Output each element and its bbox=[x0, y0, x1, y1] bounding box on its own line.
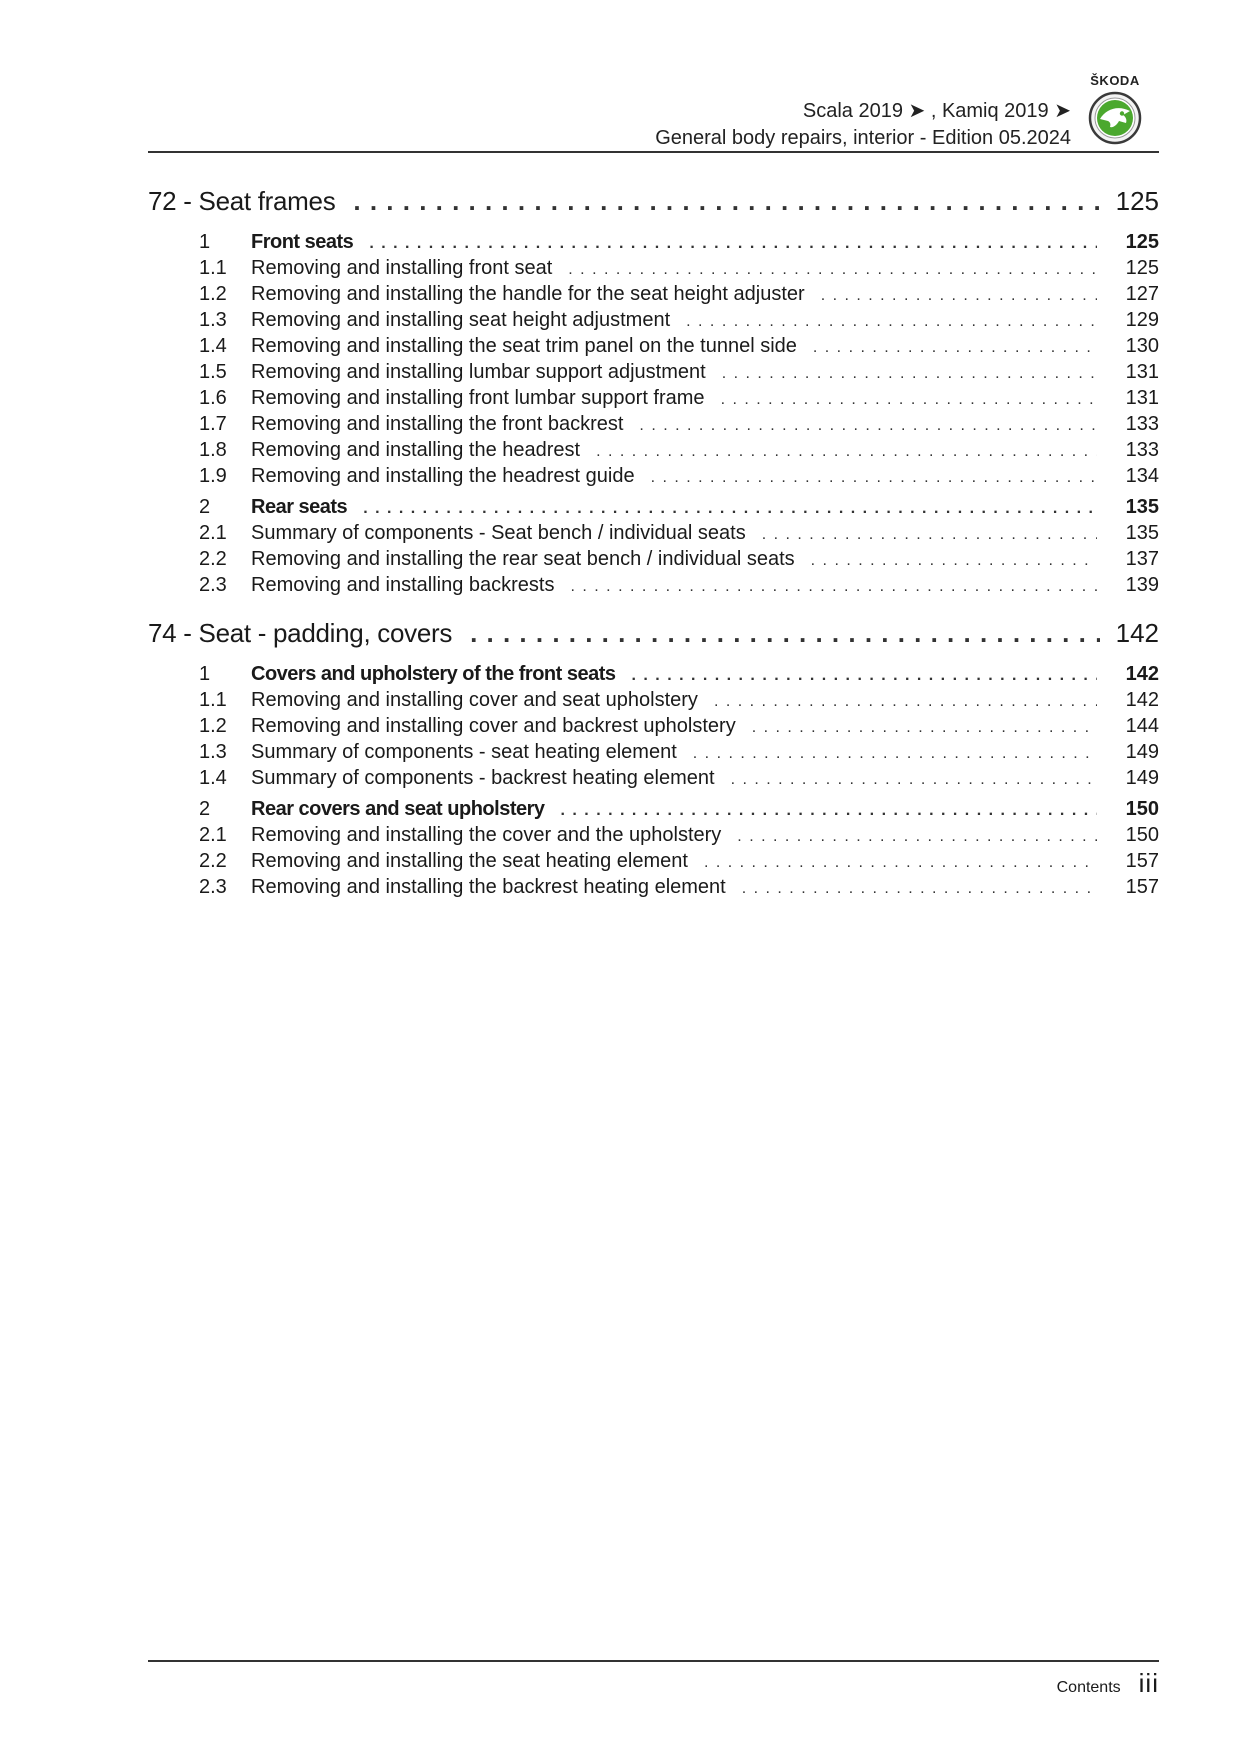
entry-page: 149 bbox=[1125, 767, 1159, 789]
entry-number: 1.2 bbox=[199, 283, 227, 305]
toc-entry[interactable] bbox=[148, 548, 1159, 574]
leader-dots bbox=[639, 417, 1097, 435]
entry-page: 157 bbox=[1125, 850, 1159, 872]
entry-title: Removing and installing lumbar support adjustment bbox=[251, 361, 706, 383]
section-title: Covers and upholstery of the front seats bbox=[251, 663, 616, 685]
toc-entry[interactable] bbox=[148, 522, 1159, 548]
section-number: 2 bbox=[199, 798, 211, 820]
entry-number: 1.6 bbox=[199, 387, 227, 409]
entry-title: Removing and installing front lumbar support frame bbox=[251, 387, 705, 409]
entry-title: Summary of components - seat heating element bbox=[251, 741, 677, 763]
leader-dots bbox=[737, 828, 1097, 846]
leader-dots bbox=[353, 186, 1099, 217]
footer bbox=[1057, 1668, 1159, 1699]
chapter-page: 125 bbox=[1115, 186, 1159, 216]
entry-page: 131 bbox=[1125, 361, 1159, 383]
toc-chapter bbox=[148, 618, 1159, 902]
leader-dots bbox=[813, 339, 1097, 357]
chapter-title: 72 - Seat frames bbox=[148, 186, 336, 216]
leader-dots bbox=[686, 313, 1097, 331]
entry-page: 157 bbox=[1125, 876, 1159, 898]
leader-dots bbox=[742, 880, 1097, 898]
leader-dots bbox=[561, 802, 1097, 820]
entry-title: Removing and installing seat height adjustment bbox=[251, 309, 671, 331]
entry-number: 2.2 bbox=[199, 548, 227, 570]
entry-page: 134 bbox=[1125, 465, 1159, 487]
leader-dots bbox=[632, 667, 1097, 685]
entry-page: 131 bbox=[1125, 387, 1159, 409]
toc-entry[interactable] bbox=[148, 257, 1159, 283]
entry-number: 1.1 bbox=[199, 257, 227, 279]
skoda-logo bbox=[1084, 74, 1146, 145]
entry-title: Removing and installing the rear seat bench / individual seats bbox=[251, 548, 795, 570]
toc-entry[interactable] bbox=[148, 439, 1159, 465]
section-title: Rear covers and seat upholstery bbox=[251, 798, 545, 820]
leader-dots bbox=[762, 526, 1097, 544]
section-title: Rear seats bbox=[251, 496, 348, 518]
entry-page: 139 bbox=[1125, 574, 1159, 596]
chapter-heading[interactable] bbox=[148, 186, 1159, 226]
leader-dots bbox=[596, 443, 1097, 461]
entry-number: 1.3 bbox=[199, 309, 227, 331]
section-page: 142 bbox=[1125, 663, 1159, 685]
leader-dots bbox=[811, 552, 1097, 570]
entry-page: 133 bbox=[1125, 413, 1159, 435]
entry-number: 2.3 bbox=[199, 876, 227, 898]
entry-title: Removing and installing backrests bbox=[251, 574, 555, 596]
toc-entry[interactable] bbox=[148, 689, 1159, 715]
leader-dots bbox=[752, 719, 1097, 737]
entry-page: 137 bbox=[1125, 548, 1159, 570]
entry-page: 144 bbox=[1125, 715, 1159, 737]
entry-number: 2.3 bbox=[199, 574, 227, 596]
toc-entry[interactable] bbox=[148, 715, 1159, 741]
toc-section[interactable] bbox=[148, 496, 1159, 522]
toc-entry[interactable] bbox=[148, 876, 1159, 902]
toc-section[interactable] bbox=[148, 231, 1159, 257]
chapter-heading[interactable] bbox=[148, 618, 1159, 658]
entry-number: 1.3 bbox=[199, 741, 227, 763]
section-number: 1 bbox=[199, 231, 211, 253]
entry-number: 1.9 bbox=[199, 465, 227, 487]
leader-dots bbox=[470, 618, 1100, 649]
entry-title: Removing and installing cover and backrest upholstery bbox=[251, 715, 736, 737]
toc-entry[interactable] bbox=[148, 387, 1159, 413]
entry-title: Removing and installing the cover and the upholstery bbox=[251, 824, 722, 846]
entry-title: Removing and installing the seat trim panel on the tunnel side bbox=[251, 335, 797, 357]
toc-section[interactable] bbox=[148, 663, 1159, 689]
chapter-page: 142 bbox=[1115, 618, 1159, 648]
entry-number: 1.4 bbox=[199, 335, 227, 357]
entry-title: Removing and installing the seat heating element bbox=[251, 850, 688, 872]
header bbox=[655, 98, 1071, 152]
toc-entry[interactable] bbox=[148, 574, 1159, 600]
toc-entry[interactable] bbox=[148, 824, 1159, 850]
entry-page: 150 bbox=[1125, 824, 1159, 846]
toc-entry[interactable] bbox=[148, 465, 1159, 491]
section-page: 135 bbox=[1125, 496, 1159, 518]
section-number: 1 bbox=[199, 663, 211, 685]
leader-dots bbox=[651, 469, 1097, 487]
entry-number: 2.1 bbox=[199, 522, 227, 544]
table-of-contents bbox=[148, 186, 1159, 906]
logo-wordmark: ŠKODA bbox=[1090, 73, 1140, 88]
footer-section-label: Contents bbox=[1056, 1679, 1121, 1696]
entry-number: 1.7 bbox=[199, 413, 227, 435]
entry-title: Removing and installing front seat bbox=[251, 257, 553, 279]
entry-number: 1.2 bbox=[199, 715, 227, 737]
entry-page: 125 bbox=[1125, 257, 1159, 279]
entry-title: Summary of components - backrest heating element bbox=[251, 767, 715, 789]
page-number: iii bbox=[1138, 1668, 1159, 1698]
entry-title: Removing and installing cover and seat upholstery bbox=[251, 689, 698, 711]
section-number: 2 bbox=[199, 496, 211, 518]
leader-dots bbox=[693, 745, 1097, 763]
leader-dots bbox=[704, 854, 1097, 872]
entry-page: 127 bbox=[1125, 283, 1159, 305]
entry-page: 135 bbox=[1125, 522, 1159, 544]
leader-dots bbox=[821, 287, 1097, 305]
skoda-winged-arrow-icon bbox=[1088, 91, 1142, 145]
entry-page: 130 bbox=[1125, 335, 1159, 357]
entry-title: Removing and installing the handle for the seat height adjuster bbox=[251, 283, 805, 305]
entry-page: 142 bbox=[1125, 689, 1159, 711]
entry-title: Removing and installing the front backrest bbox=[251, 413, 624, 435]
leader-dots bbox=[731, 771, 1097, 789]
toc-entry[interactable] bbox=[148, 767, 1159, 793]
footer-rule bbox=[148, 1660, 1159, 1662]
entry-number: 1.5 bbox=[199, 361, 227, 383]
toc-entry[interactable] bbox=[148, 850, 1159, 876]
entry-number: 1.4 bbox=[199, 767, 227, 789]
chapter-title: 74 - Seat - padding, covers bbox=[148, 618, 453, 648]
entry-title: Removing and installing the backrest heating element bbox=[251, 876, 726, 898]
header-rule bbox=[148, 151, 1159, 153]
leader-dots bbox=[568, 261, 1097, 279]
entry-page: 129 bbox=[1125, 309, 1159, 331]
entry-title: Removing and installing the headrest guide bbox=[251, 465, 635, 487]
entry-page: 149 bbox=[1125, 741, 1159, 763]
leader-dots bbox=[714, 693, 1097, 711]
leader-dots bbox=[571, 578, 1098, 596]
leader-dots bbox=[721, 391, 1097, 409]
toc-section[interactable] bbox=[148, 798, 1159, 824]
leader-dots bbox=[369, 235, 1097, 253]
entry-title: Summary of components - Seat bench / individual seats bbox=[251, 522, 746, 544]
header-model-line: Scala 2019 ➤ , Kamiq 2019 ➤ bbox=[802, 100, 1071, 122]
toc-entry[interactable] bbox=[148, 413, 1159, 439]
entry-title: Removing and installing the headrest bbox=[251, 439, 581, 461]
section-page: 150 bbox=[1125, 798, 1159, 820]
leader-dots bbox=[363, 500, 1097, 518]
header-edition-line: General body repairs, interior - Edition 05.2024 bbox=[655, 127, 1071, 149]
toc-entry[interactable] bbox=[148, 361, 1159, 387]
toc-chapter bbox=[148, 186, 1159, 600]
toc-entry[interactable] bbox=[148, 283, 1159, 309]
entry-number: 2.1 bbox=[199, 824, 227, 846]
leader-dots bbox=[722, 365, 1097, 383]
section-title: Front seats bbox=[251, 231, 354, 253]
entry-page: 133 bbox=[1125, 439, 1159, 461]
toc-entry[interactable] bbox=[148, 309, 1159, 335]
toc-entry[interactable] bbox=[148, 741, 1159, 767]
entry-number: 1.1 bbox=[199, 689, 227, 711]
entry-number: 1.8 bbox=[199, 439, 227, 461]
section-page: 125 bbox=[1125, 231, 1159, 253]
toc-entry[interactable] bbox=[148, 335, 1159, 361]
entry-number: 2.2 bbox=[199, 850, 227, 872]
